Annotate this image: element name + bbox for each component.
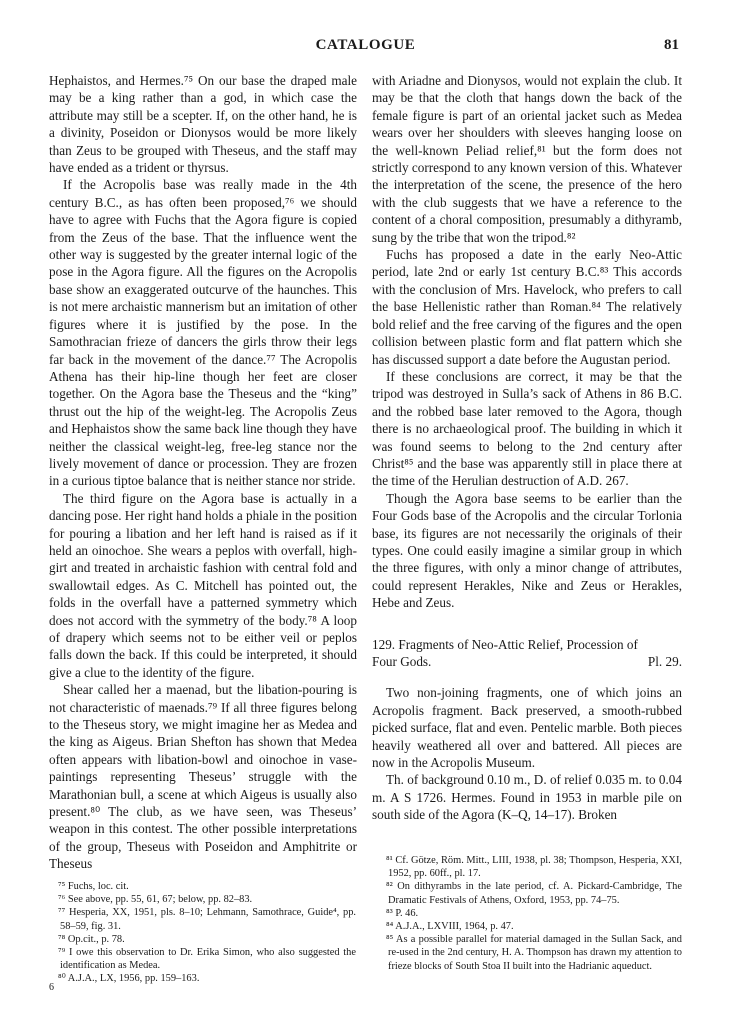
footnote: ⁸⁰ A.J.A., LX, 1956, pp. 159–163. xyxy=(58,973,200,985)
right-paragraph-1: with Ariadne and Dionysos, would not explain the club. It may be that the cloth that hangs down the back of the female figure is part of an oriental jacket such as Medea wears over her shoulders with sleeves hanging loose on the well-known Peliad relief,⁸¹ but the form does not strictly correspond to any known version of this. Whatever the interpretation of the scene, the presence of the hero with the club suggests that we have a reference to the content of a choral composition, presumably a dithyramb, sung by the tribe that won the tripod.⁸² xyxy=(372,73,682,245)
entry-title-line-1: 129. Fragments of Neo-Attic Relief, Procession of xyxy=(372,636,638,652)
right-paragraph-4: Though the Agora base seems to be earlier than the Four Gods base of the Acropolis and the circular Torlonia base, its figures are not necessarily the originals of their types. One could easily imagine a similar group in which the three figures, with only a minor change of attributes, could represent Herakles, Nike and Zeus or Herakles, Hebe and Zeus. xyxy=(372,490,682,611)
footnote: ⁷⁶ See above, pp. 55, 61, 67; below, pp. 82–83. xyxy=(58,894,253,906)
left-paragraph-3: The third figure on the Agora base is actually in a dancing pose. Her right hand holds a phiale in the position for pouring a libation and her left hand is raised as if it held an oinochoe. She wears a peplos with overfall, high-girt and treated in archaistic fashion with central fold and swallowtail edges. As C. Mitchell has pointed out, the folds in the overfall have a patterned symmetry which does not accord with the symmetry of the body.⁷⁸ A loop of drapery which seems not to be either veil or peplos falls down the back. If this could be interpreted, it should give a clue to the identity of the figure. xyxy=(49,490,358,680)
running-header-title: CATALOGUE xyxy=(315,37,416,53)
left-paragraph-4: Shear called her a maenad, but the libation-pouring is not characteristic of maenads.⁷⁹ If all three figures belong to the Theseus story, we might imagine her as Medea and the king as Aigeus. Brian Shefton has shown that Medea often appears with libation-bowl and oinochoe in vase-paintings representing Theseus’ struggle with the Marathonian bull, a scene at which Aigeus is usually also present.⁸⁰ The club, as we have seen, was Theseus’ weapon in this contest. The other possible interpretations of the group, Theseus with Poseidon and Amphitrite or Theseus xyxy=(49,682,357,872)
right-paragraph-5: Two non-joining fragments, one of which joins an Acropolis fragment. Back preserved, a smooth-rubbed picked surface, flat and even. Pentelic marble. Both pieces heavily weathered all over and battered. All pieces are now in the Acropolis Museum. xyxy=(372,685,682,771)
right-paragraph-6: Th. of background 0.10 m., D. of relief 0.035 m. to 0.04 m. A S 1726. Hermes. Found in 1953 in marble pile on south side of the Agora (K–Q, 14–17). Broken xyxy=(372,772,682,823)
right-column xyxy=(372,72,682,824)
right-paragraph-2: Fuchs has proposed a date in the early Neo-Attic period, late 2nd or early 1st century B.C.⁸³ This accords with the conclusion of Mrs. Havelock, who prefers to call the base Hellenistic rather than Roman.⁸⁴ The relatively bold relief and the free carving of the figures and the open collision between plastic form and flat pattern which she has discussed support a date before the Augustan period. xyxy=(372,247,682,367)
left-paragraph-2: If the Acropolis base was really made in the 4th century B.C., as has often been proposed,⁷⁶ we should have to agree with Fuchs that the Agora figure is copied from the Zeus of the base. That the influence went the other way is suggested by the greater internal logic of the pose in the Agora figure. All the figures on the Acropolis base show an exaggerated outcurve of the haunches. This is not mere archaistic mannerism but an imitation of other figures where it is justified by the pose. In the Samothracian frieze of dancers the girls throw their legs far back in the movement of the dance.⁷⁷ The Acropolis Athena has their hip-line though her feet are closer together. On the Agora base the Theseus and the “king” thrust out the hip of the weight-leg. The Acropolis Zeus and Hephaistos show the same back line though they have neither the classical weight-leg, free-leg stance nor the lively movement of dance or procession. They are frozen in a curious tiptoe balance that is neither stance nor stride. xyxy=(49,177,357,489)
signature-mark: 6 xyxy=(49,982,54,993)
footnote: ⁸⁴ A.J.A., LXVIII, 1964, p. 47. xyxy=(386,921,514,933)
footnote: ⁸² On dithyrambs in the late period, cf. A. Pickard-Cambridge, The Dramatic Festivals of Athens, Oxford, 1953, pp. 74–75. xyxy=(386,881,682,906)
footnotes-right xyxy=(388,854,682,973)
footnote: ⁸³ P. 46. xyxy=(386,907,419,919)
right-paragraph-3: If these conclusions are correct, it may be that the tripod was destroyed in Sulla’s sack of Athens in 86 B.C. and the robbed base later removed to the Agora, though there is no archaeological proof. The building in which it was found seems to belong to the 2nd century after Christ⁸⁵ and the base was apparently still in place there at the time of the Herulian destruction of A.D. 267. xyxy=(372,368,682,489)
left-column xyxy=(49,72,357,873)
page-number: 81 xyxy=(664,37,679,53)
entry-title-line-2: Four Gods. xyxy=(372,654,432,669)
footnotes-left xyxy=(60,880,356,986)
footnote: ⁷⁵ Fuchs, loc. cit. xyxy=(58,881,129,892)
footnote: ⁷⁷ Hesperia, XX, 1951, pls. 8–10; Lehmann, Samothrace, Guide⁴, pp. 58–59, fig. 31. xyxy=(58,907,356,932)
catalogue-entry-title xyxy=(372,636,682,671)
footnote: ⁷⁹ I owe this observation to Dr. Erika Simon, who also suggested the identification as Medea. xyxy=(58,947,356,972)
left-paragraph-1: Hephaistos, and Hermes.⁷⁵ On our base the draped male may be a king rather than a god, in which case the attribute may still be a scepter. If, on the other hand, he is a divinity, Poseidon or Dionysos would be more likely than Zeus to be grouped with Theseus, and the staff may have ended as a trident or thyrsus. xyxy=(49,73,357,176)
footnote: ⁷⁸ Op.cit., p. 78. xyxy=(58,933,125,945)
entry-plate-reference: Pl. 29. xyxy=(647,654,682,669)
footnote: ⁸⁵ As a possible parallel for material damaged in the Sullan Sack, and re-used in the 2nd century, H. A. Thompson has drawn my attention to frieze blocks of South Stoa II built into the Hadrianic aqueduct. xyxy=(386,934,682,972)
footnote: ⁸¹ Cf. Götze, Röm. Mitt., LIII, 1938, pl. 38; Thompson, Hesperia, XXI, 1952, pp. 60ff., pl. 17. xyxy=(386,855,682,880)
